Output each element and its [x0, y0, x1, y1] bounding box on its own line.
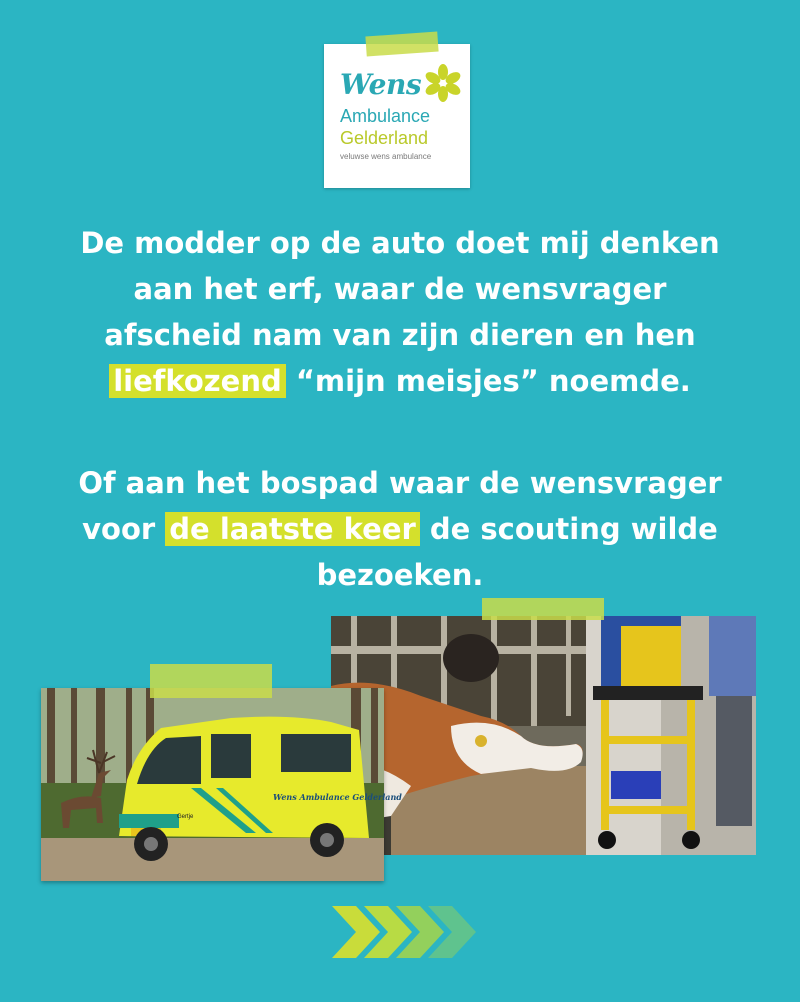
logo-ambulance-text: Ambulance [340, 106, 431, 126]
quote-line: aan het erf, waar de wensvrager [133, 272, 667, 306]
logo-card [324, 44, 470, 188]
ambulance-brand-text: Wens Ambulance Gelderland [273, 792, 402, 802]
quote-paragraph-2 [40, 460, 760, 598]
logo-wens-text: Wens [340, 68, 422, 101]
quote-line-post: de scouting wilde [419, 512, 718, 546]
forest-ambulance-photo [41, 688, 402, 881]
highlighted-phrase: de laatste keer [165, 512, 420, 546]
quote-paragraph-1 [40, 220, 760, 404]
logo-tagline: veluwse wens ambulance [340, 152, 432, 161]
quote-line [40, 506, 760, 552]
chevron-arrows-icon [332, 900, 482, 964]
tape-strip [482, 598, 604, 620]
highlighted-phrase: liefkozend [109, 364, 286, 398]
quote-line-pre: voor [82, 512, 166, 546]
flower-star-icon [426, 64, 460, 102]
quote-line: De modder op de auto doet mij denken [80, 226, 720, 260]
quote-line: bezoeken. [316, 558, 484, 592]
quote-line [40, 358, 760, 404]
logo-gelderland-text: Gelderland [340, 128, 429, 148]
ambulance-name-text: Gertje [177, 814, 194, 820]
quote-line: Of aan het bospad waar de wensvrager [78, 466, 722, 500]
quote-line-rest: “mijn meisjes” noemde. [285, 364, 691, 398]
tape-strip [150, 664, 272, 698]
quote-line: afscheid nam van zijn dieren en hen [104, 318, 696, 352]
barn-cow-photo [331, 616, 756, 855]
